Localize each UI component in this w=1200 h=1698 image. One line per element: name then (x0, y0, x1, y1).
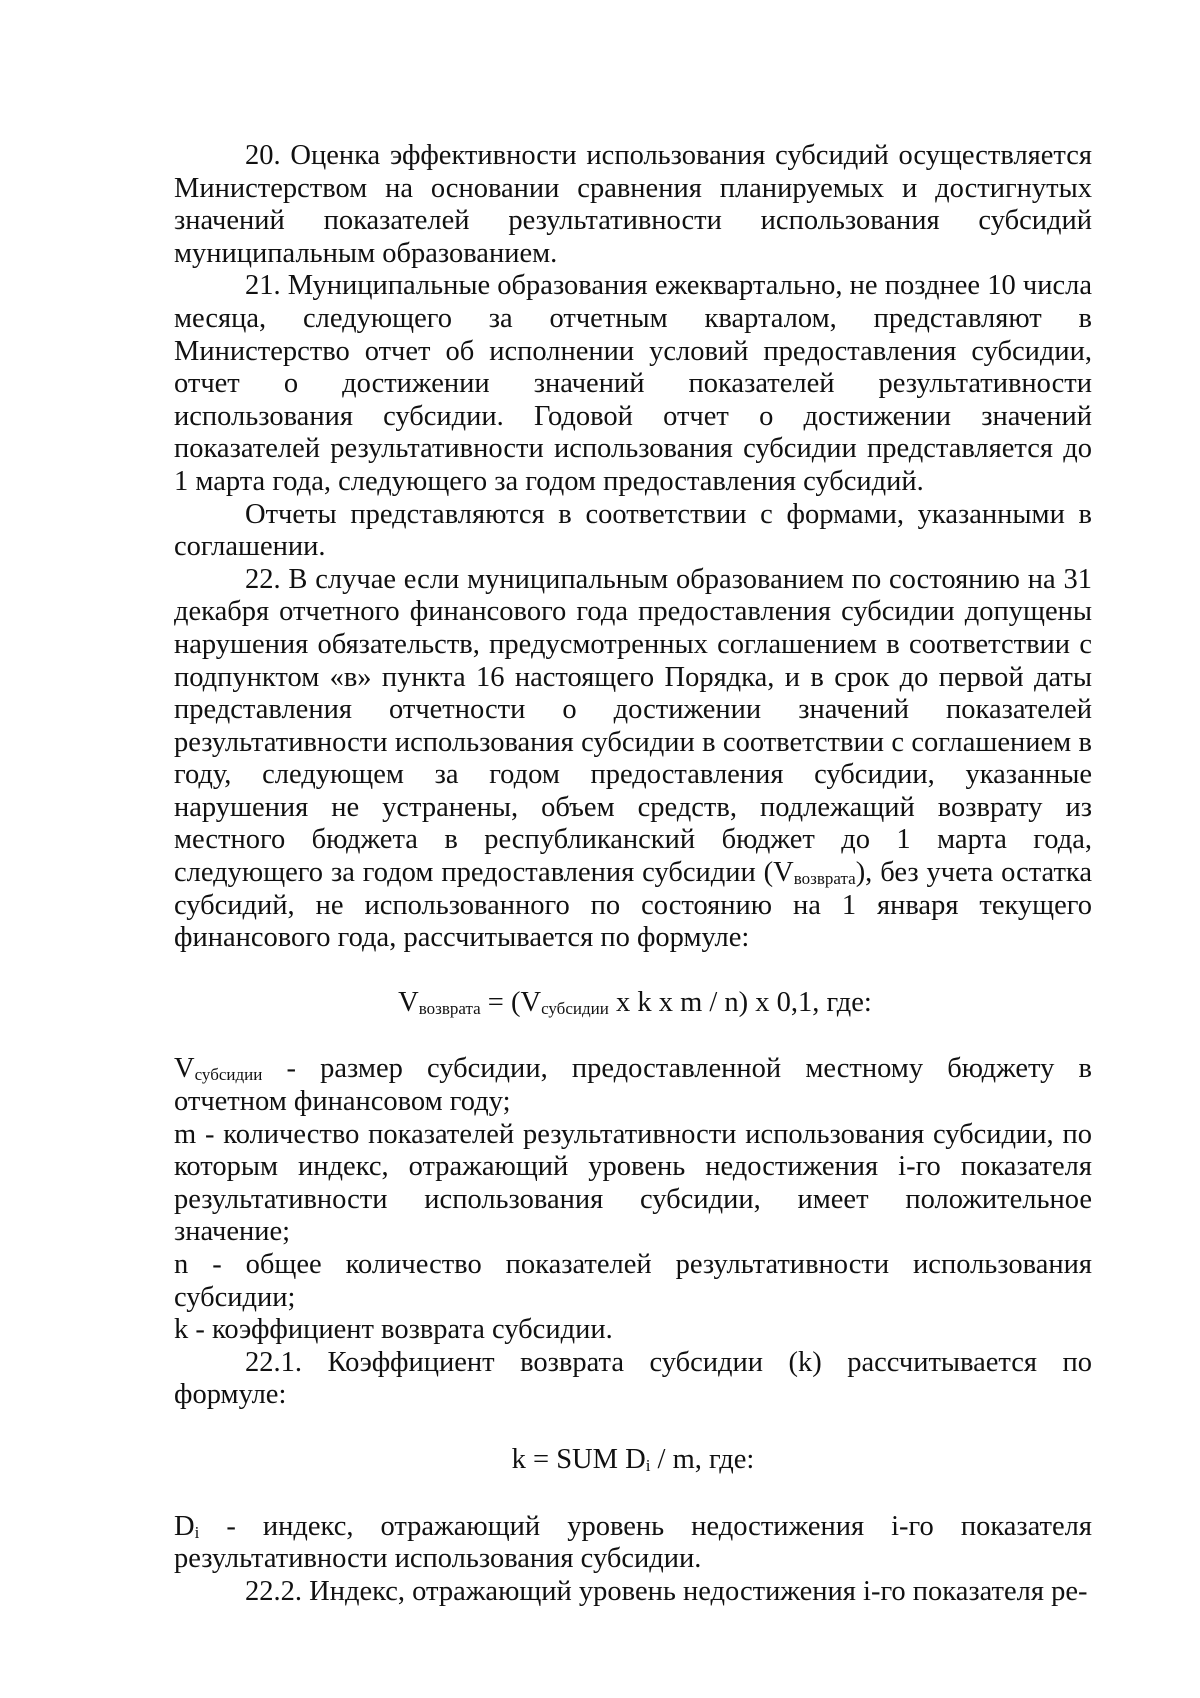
definition-d-text: - индекс, отражающий уровень недостижения i-го показателя результативности использования субсидии. (174, 1510, 1092, 1575)
formula-subsidy-subscript: субсидии (541, 998, 609, 1018)
paragraph-22-1: 22.1. Коэффициент возврата субсидии (k) рассчитывается по формуле: (174, 1346, 1092, 1411)
definition-v-subscript: субсидии (194, 1065, 263, 1085)
definition-d (174, 1511, 1092, 1576)
formula-rest: x k x m / n) x 0,1, где: (608, 986, 872, 1018)
formula-equals: = (V (480, 986, 542, 1018)
paragraph-20: 20. Оценка эффективности использования субсидий осуществляется Министерством на основании сравнения планируемых и достигнутых значений показателей результативности использования субсидий муниципальным образованием. (174, 140, 1092, 269)
formula-v-subscript: возврата (418, 998, 481, 1018)
coefficient-formula-end: / m, где: (650, 1443, 755, 1475)
definition-v-symbol: V (174, 1053, 195, 1085)
definition-v-subsidy (174, 1053, 1092, 1118)
formula-v: V (398, 986, 419, 1018)
paragraph-22-2: 22.2. Индекс, отражающий уровень недостижения i-го показателя ре- (245, 1575, 1088, 1607)
definition-v-text: - размер субсидии, предоставленной местному бюджету в отчетном финансовом году; (174, 1053, 1092, 1118)
paragraph-21-reports: Отчеты представляются в соответствии с формами, указанными в соглашении. (174, 498, 1092, 563)
coefficient-formula-start: k = SUM D (511, 1443, 646, 1475)
return-volume-formula (174, 987, 1092, 1020)
coefficient-formula (174, 1444, 1092, 1477)
paragraph-21: 21. Муниципальные образования ежеквартально, не позднее 10 числа месяца, следующего за отчетным кварталом, представляют в Министерство отчет об исполнении условий предоставления субсидии, отчет о достижении значений показателей результативности использования субсидии. Годовой отчет о достижении значений показателей результативности использования субсидии представляется до 1 марта года, следующего за годом предоставления субсидий. (174, 270, 1092, 497)
paragraph-22 (174, 564, 1092, 955)
paragraph-22-text-end: ), без учета остатка субсидий, не использованного по состоянию на 1 января текущего финансового года, рассчитывается по формуле: (174, 857, 1092, 954)
paragraph-22-text-start: 22. В случае если муниципальным образованием по состоянию на 31 декабря отчетного финансового года предоставления субсидии допущены нарушения обязательств, предусмотренных соглашением в соответствии с подпунктом «в» пункта 16 настоящего Порядка, и в срок до первой даты представления отчетности о достижении значений показателей результативности использования субсидии в соответствии с соглашением в году, следующем за годом предоставления субсидии, указанные нарушения не устранены, объем средств, подлежащий возврату из местного бюджета в республиканский бюджет до 1 марта года, следующего за годом предоставления субсидии (V (174, 563, 1092, 889)
coefficient-formula-subscript: i (645, 1455, 651, 1475)
v-return-subscript: возврата (793, 869, 856, 889)
definition-k: k - коэффициент возврата субсидии. (174, 1314, 613, 1346)
definition-d-symbol: D (174, 1510, 195, 1542)
definition-m: m - количество показателей результативности использования субсидии, по которым индекс, отражающий уровень недостижения i-го показателя результативности использования субсидии, имеет положительное значение; (174, 1118, 1092, 1248)
definition-n: n - общее количество показателей результативности использования субсидии; (174, 1249, 1092, 1313)
definition-d-subscript: i (194, 1522, 200, 1542)
document-page (174, 140, 1092, 1608)
